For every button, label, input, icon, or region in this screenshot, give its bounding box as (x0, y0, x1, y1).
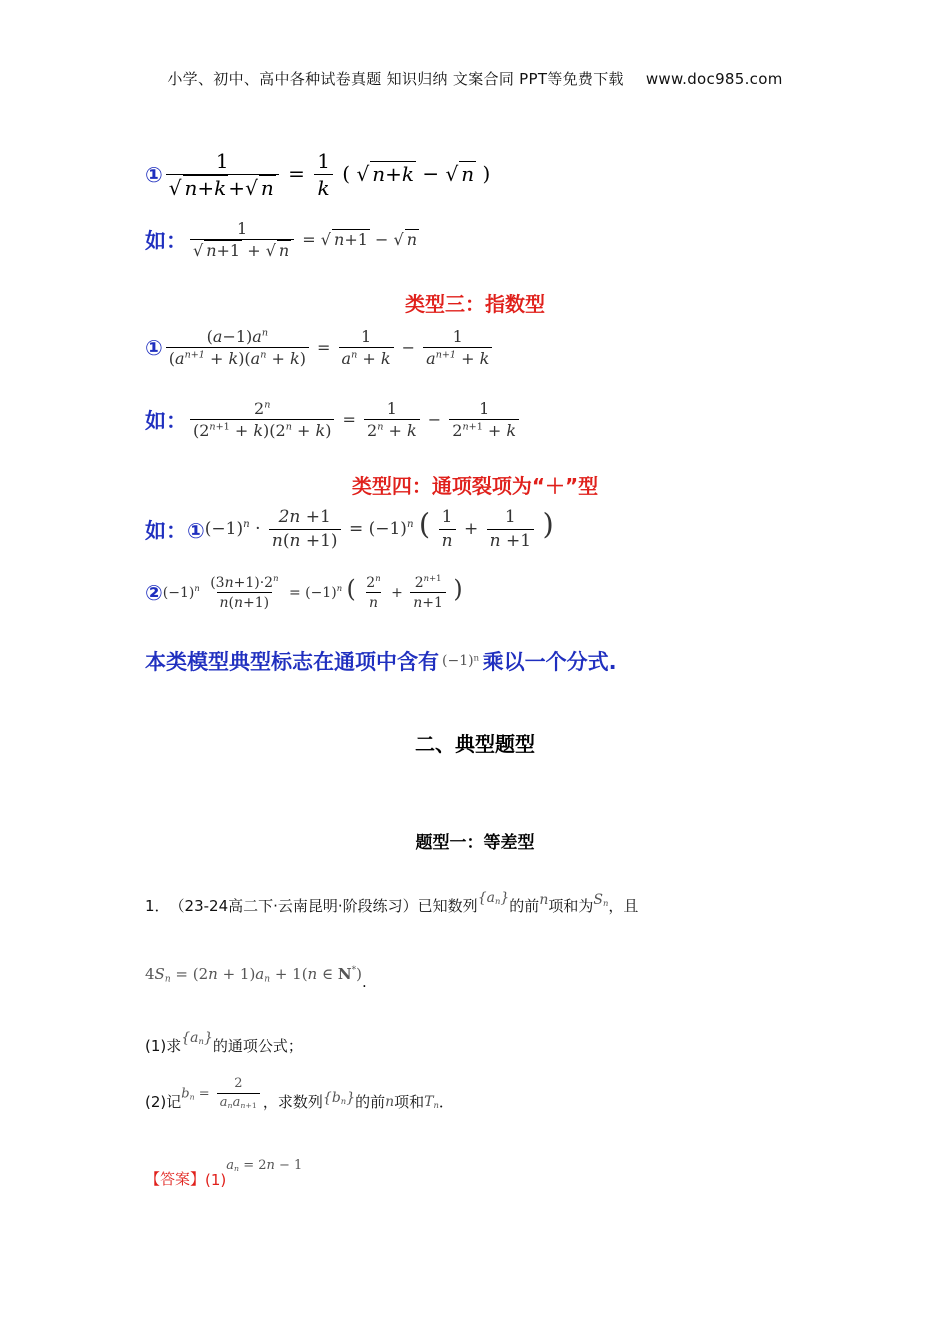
formula-2: $\frac{1}{√ n+1 + √ n}$ = √ n+1 − √ n (187, 220, 419, 261)
problem-number: 1． (145, 897, 170, 915)
problem-stem-a: 已知数列 (417, 897, 478, 915)
problem-stem-b: 的前 (509, 897, 540, 915)
problem-source: （23-24高二下·云南昆明·阶段练习） (169, 897, 418, 915)
row7-label: ② (145, 581, 163, 606)
answer-line: 【答案】 (1) $a_n = 2n - 1$ (145, 1158, 303, 1189)
formula-7: $(-1)^n$ $\frac{(3n+1)\cdot 2^n}{n(n+1)}$ = $(-1)^n$ ( $\frac{2^n}{n}$ + $\frac{2^{n+1}}{n+1}$ ) (162, 573, 463, 612)
q1-prefix: (1)求 (145, 1037, 182, 1055)
header-site: www.doc985.com (645, 70, 783, 88)
row1-label: ① (145, 163, 163, 187)
formula-4: $\frac{(a-1)a^n}{(a^{n+1} + k)(a^n + k)}$ = $\frac{1}{a^n + k}$ − $\frac{1}{a^{n+1} + k}$ (163, 328, 496, 369)
formula-row-5 (145, 400, 522, 441)
answer-part: (1) (205, 1171, 227, 1189)
formula-1: $\frac{1}{√ n+k +√ n}$ = $\frac{1}{k}$ ( √ n+k − √ n ) (163, 150, 490, 200)
formula-row-6 (145, 508, 554, 551)
q2-prefix: (2)记 (145, 1093, 182, 1112)
problem-stem: 1． （23-24高二下·云南昆明·阶段练习） 已知数列 $\{a_n\}$ 的前 n 项和为 $S_n$ ，且 (145, 889, 639, 915)
formula-row-4 (145, 328, 495, 369)
row6-label: 如：① (145, 518, 205, 543)
row4-label: ① (145, 336, 163, 361)
q2-end: ． (438, 1093, 454, 1112)
part2-title: 二、典型题型 (415, 732, 535, 756)
model-note (145, 646, 617, 676)
formula-row-7 (145, 575, 463, 611)
note-before: 本类模型典型标志在通项中含有 (145, 650, 439, 674)
answer-prefix: 【答案】 (145, 1170, 206, 1188)
formula-6: $(-1)^n$ · $\frac{2n +1}{n(n +1)}$ = $(-1)^n$ ( $\frac{1}{n}$ + $\frac{1}{n +1}$ ) (204, 507, 554, 551)
type4-title: 类型四：通项裂项为“＋”型 (351, 474, 599, 498)
subsection-title: 题型一：等差型 (415, 833, 535, 853)
formula-row-1 (145, 150, 490, 200)
row5-label: 如： (145, 409, 187, 434)
problem-stem-d: ，且 (608, 897, 639, 915)
row2-label: 如： (145, 229, 187, 254)
page-header (0, 68, 950, 89)
q1-suffix: 的通项公式； (212, 1037, 303, 1055)
question-2: (2)记 $b_n$ = $\frac{2}{a_na_{n+1}}$ ，求数列 $\{b_n\}$ 的前 n 项和 $T_n$ ． (145, 1076, 454, 1112)
q2-mid2: 的前 (355, 1093, 386, 1112)
note-math: (−1)ⁿ (442, 653, 480, 669)
q2-mid3: 项和 (394, 1093, 425, 1112)
formula-row-2 (145, 220, 419, 261)
question-1: (1)求 $\{a_n\}$ 的通项公式； (145, 1029, 303, 1055)
q2-mid: ，求数列 (262, 1093, 323, 1112)
formula-5: $\frac{2^n}{(2^{n+1} + k)(2^n + k)}$ = $\frac{1}{2^n + k}$ − $\frac{1}{2^{n+1} + k}$ (187, 400, 522, 441)
header-text: 小学、初中、高中各种试卷真题 知识归纳 文案合同 PPT等免费下载 (167, 70, 624, 88)
note-after: 乘以一个分式. (482, 650, 617, 674)
problem-condition: $4S_n = (2n + 1)a_n + 1(n$ ∈ N*) . (145, 965, 367, 991)
type3-title: 类型三：指数型 (405, 292, 545, 316)
problem-stem-c: 项和为 (548, 897, 594, 915)
